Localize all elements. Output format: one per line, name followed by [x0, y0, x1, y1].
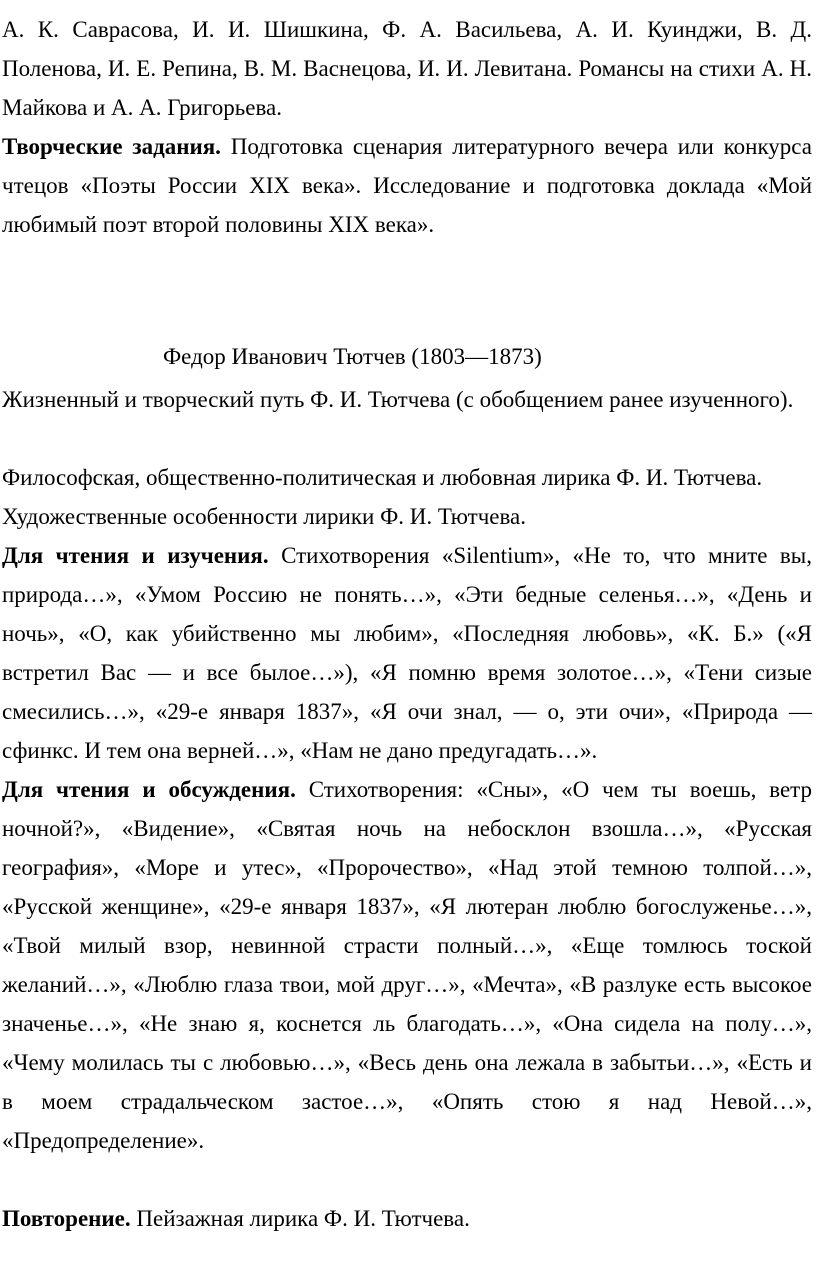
- study-label: Для чтения и изучения.: [2, 543, 269, 568]
- discussion-text: Стихотворения: «Сны», «О чем ты воешь, ветр ночной?», «Видение», «Святая ночь на небосклон взошла…», «Русская география», «Море и утес», «Пророчество», «Над этой темною толпой…», «Русской женщине», «29-е января 1837», «Я лютеран люблю богослуженье…», «Твой милый взор, невинной страсти полный…», «Еще томлюсь тоской желаний…», «Люблю глаза твои, мой друг…», «Мечта», «В разлуке есть высокое значенье…», «Не знаю я, коснется ль благодать…», «Она сидела на полу…», «Чему молилась ты с любовью…», «Весь день она лежала в забытьи…», «Есть и в моем страдальческом застое…», «Опять стою я над Невой…», «Предопределение».: [2, 777, 812, 1153]
- discussion-label: Для чтения и обсуждения.: [2, 777, 296, 802]
- section-title: Федор Иванович Тютчев (1803—1873): [163, 344, 542, 369]
- intro-paragraph: [2, 10, 812, 127]
- creative-tasks-text: Подготовка сценария литературного вечера или конкурса чтецов «Поэты России XIX века». Исследование и подготовка доклада «Мой любимый поэт второй половины XIX века».: [2, 134, 812, 237]
- life-paragraph: [2, 380, 812, 419]
- features-paragraph: [2, 497, 812, 536]
- creative-tasks-paragraph: [2, 127, 812, 244]
- life-text: Жизненный и творческий путь Ф. И. Тютчева (с обобщением ранее изученного).: [2, 387, 794, 412]
- lyrics-text: Философская, общественно-политическая и любовная лирика Ф. И. Тютчева.: [2, 465, 763, 490]
- lyrics-paragraph: [2, 458, 812, 497]
- intro-text: А. К. Саврасова, И. И. Шишкина, Ф. А. Васильева, А. И. Куинджи, В. Д. Поленова, И. Е. Репина, В. М. Васнецова, И. И. Левитана. Романсы на стихи А. Н. Майкова и А. А. Григорьева.: [2, 17, 812, 120]
- discussion-paragraph: [2, 770, 812, 1160]
- creative-tasks-label: Творческие задания.: [2, 134, 221, 159]
- repetition-label: Повторение.: [2, 1206, 131, 1231]
- study-text: Стихотворения «Silentium», «Не то, что мните вы, природа…», «Умом Россию не понять…», «Эти бедные селенья…», «День и ночь», «О, как убийственно мы любим», «Последняя любовь», «К. Б.» («Я встретил Вас — и все былое…»), «Я помню время золотое…», «Тени сизые смесились…», «29-е января 1837», «Я очи знал, — о, эти очи», «Природа — сфинкс. И тем она верней…», «Нам не дано предугадать…».: [2, 543, 812, 763]
- repetition-paragraph: [2, 1199, 812, 1238]
- study-paragraph: [2, 536, 812, 770]
- repetition-text: Пейзажная лирика Ф. И. Тютчева.: [130, 1206, 470, 1231]
- features-text: Художественные особенности лирики Ф. И. Тютчева.: [2, 504, 526, 529]
